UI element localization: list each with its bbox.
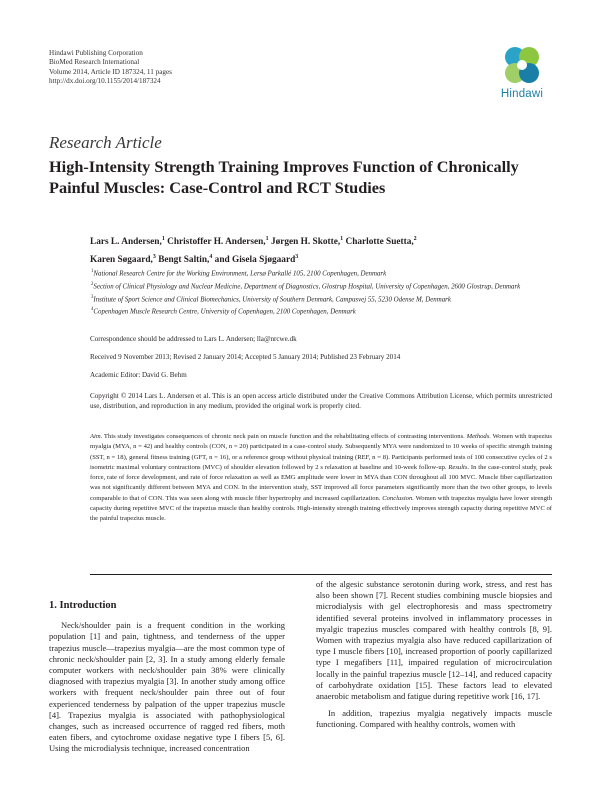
- affiliation-marker: 1: [340, 236, 344, 242]
- doi-link[interactable]: http://dx.doi.org/10.1155/2014/187324: [49, 77, 161, 86]
- body-column-right: [316, 579, 552, 731]
- affiliation-item: [90, 293, 560, 306]
- section-heading-introduction: 1. Introduction: [49, 600, 117, 611]
- abstract-conclusion: Women with trapezius myalgia have lower strength capacity during repetitive MVC of the trapezius muscle than healthy controls. High-intensity strength training effectively improves strength capacity during repetitive MVC of the painful trapezius muscle.: [90, 494, 553, 523]
- author-list: [90, 232, 560, 267]
- author-name[interactable]: Charlotte Suetta,: [345, 237, 414, 248]
- abstract-results-label: Results.: [448, 463, 470, 471]
- body-column-left: [49, 600, 285, 755]
- affiliation-text: Institute of Sport Science and Clinical Biomechanics, University of Southern Denmark, Campusvej 55, 5230 Odense M, Denmark: [93, 295, 451, 303]
- affiliation-number: 2: [91, 281, 94, 287]
- hindawi-logo-text: Hindawi: [500, 88, 544, 100]
- body-paragraph: Neck/shoulder pain is a frequent condition in the working population [1] and pain, tightness, and tenderness of the upper trapezius muscle—trapezius myalgia—are the most common type of chronic neck/shoulder pain [2, 3]. In a study among elderly female computer workers with neck/shoulder pain 38% were clinically diagnosed with trapezius myalgia [3]. In another study among office workers with frequent neck/shoulder pain three out of four experienced tenderness by palpation of the upper trapezius muscle [4]. Trapezius myalgia is associated with pathophysiological changes, such as increased occurrence of ragged red fibers, moth eaten fibers, and cytochrome oxidase negative type I fibers [5, 6]. Using the microdialysis technique, increased concentration: [49, 620, 285, 754]
- author-name[interactable]: Karen Søgaard,: [90, 254, 153, 265]
- affiliation-marker: 3: [295, 253, 299, 260]
- affiliation-marker: 2: [413, 236, 417, 242]
- affiliation-text: Section of Clinical Physiology and Nuclear Medicine, Department of Diagnostics, Glostrup Hospital, University of Copenhagen, 2600 Glostrup, Denmark: [93, 283, 521, 291]
- affiliation-item: [90, 280, 560, 293]
- abstract-results: In the case-control study, peak force, rate of force development, and rate of force relaxation as well as EMG amplitude were lower in MYA than CON throughout all 100 MVC. Muscle fiber capillarization was not significantly different between MYA and CON. In the intervention study, SST improved all force parameters significantly more than the two other groups, to levels comparable to that of CON. This was seen along with muscle fiber hypertrophy and increased capillarization.: [90, 463, 552, 502]
- affiliation-text: National Research Centre for the Working Environment, Lersø Parkallé 105, 2100 Copenhagen, Denmark: [93, 270, 387, 278]
- section-divider: [90, 574, 552, 575]
- body-paragraph: In addition, trapezius myalgia negatively impacts muscle functioning. Compared with healthy controls, women with: [316, 708, 552, 730]
- affiliation-marker: 4: [209, 253, 213, 260]
- academic-editor: Academic Editor: David G. Behm: [90, 371, 187, 379]
- journal-header: [49, 49, 172, 87]
- copyright-notice: Copyright © 2014 Lars L. Andersen et al. This is an open access article distributed under the Creative Commons Attribution License, which permits unrestricted use, distribution, and reproduction in any medium, provided the original work is properly cited.: [90, 392, 552, 411]
- abstract: [90, 432, 552, 525]
- journal-name-line: BioMed Research International: [49, 58, 140, 67]
- article-title: High-Intensity Strength Training Improves Function of Chronically Painful Muscles: Case-Control and RCT Studies: [49, 157, 519, 197]
- author-name[interactable]: Jørgen H. Skotte,: [270, 237, 341, 248]
- affiliation-marker: 1: [265, 236, 269, 242]
- body-paragraph: of the algesic substance serotonin during work, stress, and rest has also been shown [7]. Recent studies combining muscle biopsies and microdialysis with gel electrophoresis and mass spectrometry identified several proteins involved in inflammatory processes in myalgic trapezius muscles compared with healthy controls [8, 9]. Women with trapezius myalgia also have reduced capillarization of type I muscle fibers [10], increased proportion of poorly capillarized type I megafibers [11], impaired regulation of microcirculation locally in the painful trapezius muscle [12–14], and reduced capacity of carbohydrate oxidation [15]. These factors lead to elevated anaerobic metabolism and fatigue during repetitive work [16, 17].: [316, 579, 552, 702]
- affiliation-number: 1: [91, 269, 94, 274]
- hindawi-logo-icon: [500, 44, 544, 88]
- article-type: Research Article: [49, 133, 162, 152]
- publication-dates: Received 9 November 2013; Revised 2 January 2014; Accepted 5 January 2014; Published 23 February 2014: [90, 353, 401, 361]
- affiliation-number: 4: [91, 307, 94, 313]
- abstract-conclusion-label: Conclusion.: [382, 494, 414, 502]
- correspondence: Correspondence should be addressed to Lars L. Andersen; lla@nrcwe.dk: [90, 335, 297, 343]
- author-name[interactable]: and Gisela Sjøgaard: [214, 254, 296, 265]
- affiliations: [90, 267, 560, 318]
- publisher-line: Hindawi Publishing Corporation: [49, 49, 143, 57]
- affiliation-item: [90, 267, 560, 280]
- affiliation-number: 3: [91, 294, 94, 300]
- volume-line: Volume 2014, Article ID 187324, 11 pages: [49, 67, 172, 76]
- abstract-methods-label: Methods.: [466, 433, 491, 440]
- author-name[interactable]: Bengt Saltin,: [158, 254, 210, 265]
- author-name[interactable]: Lars L. Andersen,: [90, 237, 162, 248]
- author-name[interactable]: Christoffer H. Andersen,: [167, 237, 266, 248]
- affiliation-text: Copenhagen Muscle Research Centre, University of Copenhagen, 2100 Copenhagen, Denmark: [93, 308, 356, 316]
- abstract-methods: Women with trapezius myalgia (MYA, n = 42) and healthy controls (CON, n = 20) participated in a case-control study. Subsequently MYA were randomized to 10 weeks of specific strength training (SST, n = 18), general fitness training (GFT, n = 16), or a reference group without physical training (REF, n = 8). Participants performed tests of 100 consecutive cycles of 2 s isometric maximal voluntary contractions (MVC) of shoulder elevation followed by 2 s relaxation at baseline and 10-week follow-up.: [90, 433, 552, 471]
- abstract-aim-label: Aim.: [90, 433, 103, 440]
- abstract-aim: This study investigates consequences of chronic neck pain on muscle function and the rehabilitating effects of contrasting interventions.: [102, 433, 467, 440]
- affiliation-marker: 1: [161, 236, 165, 242]
- hindawi-logo: [492, 44, 552, 106]
- affiliation-marker: 3: [152, 253, 156, 260]
- affiliation-item: [90, 305, 560, 318]
